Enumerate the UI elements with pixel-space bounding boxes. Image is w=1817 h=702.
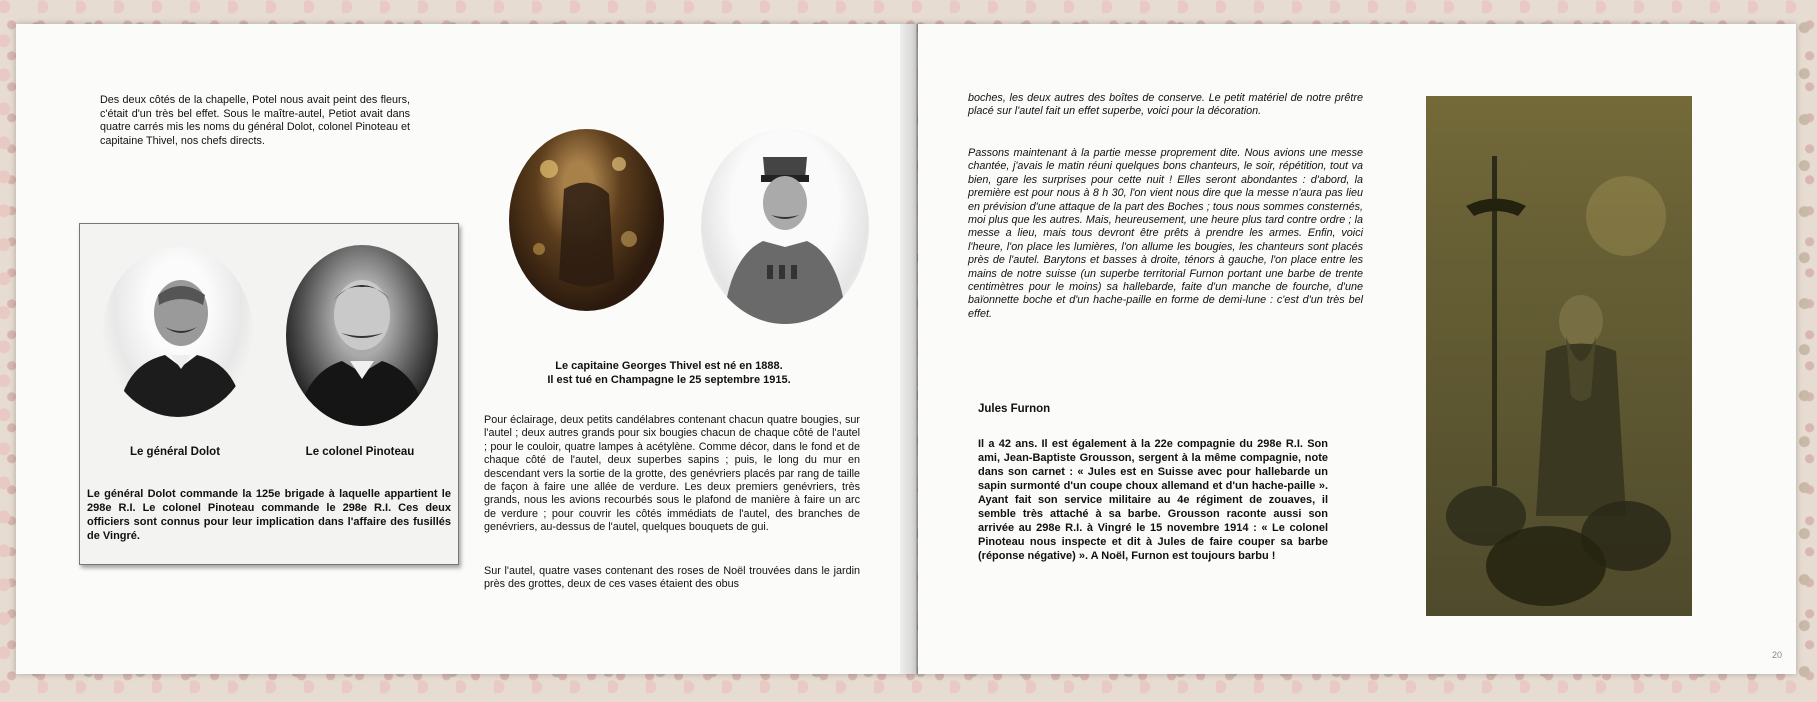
page-number: 20 (1771, 650, 1782, 660)
portrait-box (79, 223, 459, 565)
chapel-painting-oval (509, 129, 664, 311)
gutter-shadow (900, 24, 918, 674)
suisse-painting (1426, 96, 1692, 616)
dolot-caption: Le général Dolot (129, 446, 221, 458)
furnon-heading: Jules Furnon (978, 403, 1051, 415)
body-paragraph-2: Sur l'autel, quatre vases contenant des roses de Noël trouvées dans le jardin près des grottes, deux de ces vases étaient des obus (484, 565, 860, 591)
left-page (16, 24, 917, 674)
thivel-portrait (701, 129, 869, 324)
right-paragraph-1: boches, les deux autres des boîtes de conserve. Le petit matériel de notre prêtre placé sur l'autel fait un effet superbe, voici pour la décoration. (968, 92, 1363, 118)
pinoteau-caption: Le colonel Pinoteau (305, 446, 415, 458)
furnon-text: Il a 42 ans. Il est également à la 22e compagnie du 298e R.I. Son ami, Jean-Baptiste Grousson, sergent à la même compagnie, note dans son carnet : « Jules est en Suisse avec pour hallebarde un sapin surmonté d'un coupe choux allemand et d'un hache-paille ». Ayant fait son service militaire au 4e régiment de zouaves, il semble très attaché à sa barbe. Grousson raconte aussi son arrivée au 298e R.I. à Vingré le 15 novembre 1914 : « Le colonel Pinoteau nous inspecte et dit à Jules de faire couper sa barbe (réponse négative) ». A Noël, Furnon est toujours barbu ! (978, 438, 1328, 562)
thivel-caption-line2: Il est tué en Champagne le 25 septembre 1915. (547, 374, 791, 386)
portrait-box-text: Le général Dolot commande la 125e brigade à laquelle appartient le 298e R.I. Le colonel Pinoteau commande le 298e R.I. Ces deux officiers sont connus pour leur implication dans l'affaire des fusillés de Vingré. (87, 488, 451, 542)
pinoteau-portrait (286, 245, 438, 426)
right-paragraph-2: Passons maintenant à la partie messe proprement dite. Nous avions une messe chantée, j'avais le matin réuni quelques bons chanteurs, le soir, répétition, tout va bien, gare les surprises pour cette nuit ! Elles seront abondantes : d'abord, la première est pour nous à 8 h 30, l'on vient nous dire que la messe n'aura pas lieu en prévision d'une attaque de la part des Boches ; tous nous sommes consternés, moi plus que les autres. Mais, heureusement, une heure plus tard contre ordre ; la messe a lieu, mais tous devront être prêts à prendre les armes. Enfin, voici l'heure, l'on place les lumières, l'on allume les bougies, les chanteurs sont placés près de l'autel. Barytons et basses à droite, ténors à gauche, l'on place entre les mains de notre suisse (un superbe territorial Furnon portant une barbe de trente centimètres pour le moins) sa hallebarde, faite d'un manche de fourche, d'une baïonnette boche et d'un hache-paille en forme de demi-lune : c'est d'un très bel effet. (968, 147, 1363, 320)
intro-text: Des deux côtés de la chapelle, Potel nous avait peint des fleurs, c'était d'un très bel effet. Sous le maître-autel, Petiot avait dans quatre carrés mis les noms du général Dolot, colonel Pinoteau et capitaine Thivel, nos chefs directs. (100, 94, 410, 147)
dolot-portrait (103, 247, 253, 417)
right-page (918, 24, 1796, 674)
thivel-caption-line1: Le capitaine Georges Thivel est né en 1888. (555, 360, 783, 372)
body-paragraph-1: Pour éclairage, deux petits candélabres contenant chacun quatre bougies, sur l'autel ; deux autres grands pour six bougies chacun de chaque côté de l'autel ; pour le couloir, quatre lampes à acétylène. Comme décor, dans le fond et de chaque côté de l'autel, deux superbes sapins ; puis, le long du mur en descendant vers la sortie de la grotte, des genévriers placés par rang de taille de façon à faire une allée de verdure. Les deux premiers genévriers, très grands, nous les avions recourbés sous le plafond de manière à faire un arc de verdure ; pour couvrir les côtés immédiats de l'autel, des branches de genévriers, au-dessus de l'autel, quelques bouquets de gui. (484, 414, 860, 534)
